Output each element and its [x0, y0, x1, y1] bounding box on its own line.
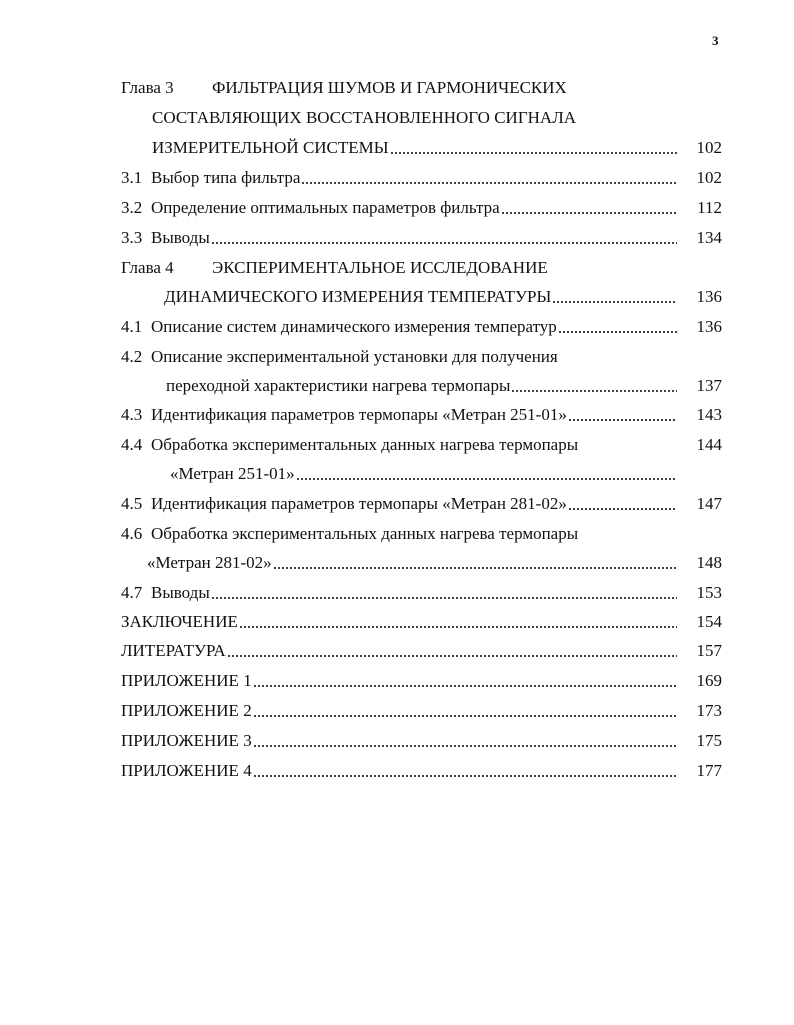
toc-entry[interactable] [121, 670, 722, 692]
dot-leader [211, 242, 677, 244]
dot-leader [552, 301, 677, 303]
dot-leader [511, 390, 677, 392]
page-ref: 134 [696, 228, 722, 247]
chapter-label: Глава 4 [121, 258, 174, 277]
dot-leader [301, 182, 677, 184]
section-title: Выводы [151, 228, 210, 247]
page-ref: 102 [696, 168, 722, 187]
section-title: ПРИЛОЖЕНИЕ 1 [121, 671, 252, 690]
toc-entry[interactable] [121, 227, 722, 249]
dot-leader [253, 685, 677, 687]
toc-entry[interactable] [121, 760, 722, 782]
chapter-title-line: СОСТАВЛЯЮЩИХ ВОССТАНОВЛЕННОГО СИГНАЛА [152, 108, 577, 127]
section-title: «Метран 251-01» [170, 464, 295, 483]
section-title: ЛИТЕРАТУРА [121, 641, 226, 660]
page-ref: 147 [696, 494, 722, 513]
dot-leader [239, 626, 677, 628]
dot-leader [558, 331, 677, 333]
toc-entry-line1[interactable] [121, 434, 722, 456]
section-number: 4.2 [121, 347, 143, 366]
toc-entry[interactable] [121, 493, 722, 515]
page-ref: 143 [696, 405, 722, 424]
chapter-title-line: ДИНАМИЧЕСКОГО ИЗМЕРЕНИЯ ТЕМПЕРАТУРЫ [164, 287, 552, 306]
toc-entry-line1 [121, 523, 722, 545]
section-title: ЗАКЛЮЧЕНИЕ [121, 612, 238, 631]
section-title: Обработка экспериментальных данных нагрева термопары [151, 524, 579, 543]
page-number: 3 [712, 33, 719, 48]
page-ref: 102 [696, 138, 722, 157]
toc-entry[interactable] [121, 730, 722, 752]
dot-leader [296, 478, 677, 480]
toc-chapter3-title-cont [121, 107, 722, 129]
page-ref: 157 [696, 641, 722, 660]
section-title: Определение оптимальных параметров фильтра [151, 198, 500, 217]
toc-chapter4-heading [121, 257, 722, 279]
toc-entry[interactable] [121, 375, 722, 397]
section-title: «Метран 281-02» [147, 553, 272, 572]
toc-entry[interactable] [121, 552, 722, 574]
section-number: 4.7 [121, 583, 143, 602]
page-ref: 169 [696, 671, 722, 690]
section-number: 4.3 [121, 405, 143, 424]
toc-chapter3-heading [121, 77, 722, 99]
section-number: 4.5 [121, 494, 143, 513]
section-title: ПРИЛОЖЕНИЕ 4 [121, 761, 252, 780]
page-ref: 148 [696, 553, 722, 572]
page-ref: 177 [696, 761, 722, 780]
section-title: ПРИЛОЖЕНИЕ 3 [121, 731, 252, 750]
toc-entry[interactable] [121, 137, 722, 159]
toc-entry-line1 [121, 346, 722, 368]
page-ref: 173 [696, 701, 722, 720]
toc-entry[interactable] [121, 640, 722, 662]
section-title: ПРИЛОЖЕНИЕ 2 [121, 701, 252, 720]
section-title: Идентификация параметров термопары «Метран 251-01» [151, 405, 567, 424]
toc-entry[interactable] [121, 404, 722, 426]
toc-entry[interactable] [121, 167, 722, 189]
section-title: Выводы [151, 583, 210, 602]
toc-entry[interactable] [121, 197, 722, 219]
section-number: 4.1 [121, 317, 143, 336]
section-title: переходной характеристики нагрева термопары [166, 376, 511, 395]
toc-entry-line2 [121, 463, 722, 485]
dot-leader [253, 775, 677, 777]
toc-entry[interactable] [121, 316, 722, 338]
dot-leader [390, 152, 677, 154]
toc-entry[interactable] [121, 700, 722, 722]
page-ref: 136 [696, 287, 722, 306]
dot-leader [568, 419, 677, 421]
chapter-label: Глава 3 [121, 78, 174, 97]
page-ref: 153 [696, 583, 722, 602]
section-title: Выбор типа фильтра [151, 168, 301, 187]
section-number: 3.2 [121, 198, 143, 217]
chapter-title-line: ЭКСПЕРИМЕНТАЛЬНОЕ ИССЛЕДОВАНИЕ [212, 258, 548, 277]
dot-leader [253, 745, 677, 747]
page-ref: 175 [696, 731, 722, 750]
page-ref: 112 [697, 198, 722, 217]
page-ref: 137 [696, 376, 722, 395]
section-number: 3.1 [121, 168, 143, 187]
dot-leader [227, 655, 677, 657]
page-ref: 136 [696, 317, 722, 336]
page-ref: 154 [696, 612, 722, 631]
section-number: 4.6 [121, 524, 143, 543]
section-title: Идентификация параметров термопары «Метран 281-02» [151, 494, 567, 513]
dot-leader [568, 508, 677, 510]
section-title: Обработка экспериментальных данных нагрева термопары [151, 435, 579, 454]
toc-entry[interactable] [121, 582, 722, 604]
chapter-title-line: ФИЛЬТРАЦИЯ ШУМОВ И ГАРМОНИЧЕСКИХ [212, 78, 567, 97]
toc-entry[interactable] [121, 611, 722, 633]
section-title: Описание систем динамического измерения температур [151, 317, 557, 336]
dot-leader [211, 597, 677, 599]
section-title: Описание экспериментальной установки для получения [151, 347, 558, 366]
dot-leader [501, 212, 677, 214]
dot-leader [253, 715, 677, 717]
dot-leader [273, 567, 677, 569]
toc-entry[interactable] [121, 286, 722, 308]
page-ref: 144 [696, 435, 722, 454]
section-number: 3.3 [121, 228, 143, 247]
section-number: 4.4 [121, 435, 143, 454]
chapter-title-line: ИЗМЕРИТЕЛЬНОЙ СИСТЕМЫ [152, 138, 389, 157]
